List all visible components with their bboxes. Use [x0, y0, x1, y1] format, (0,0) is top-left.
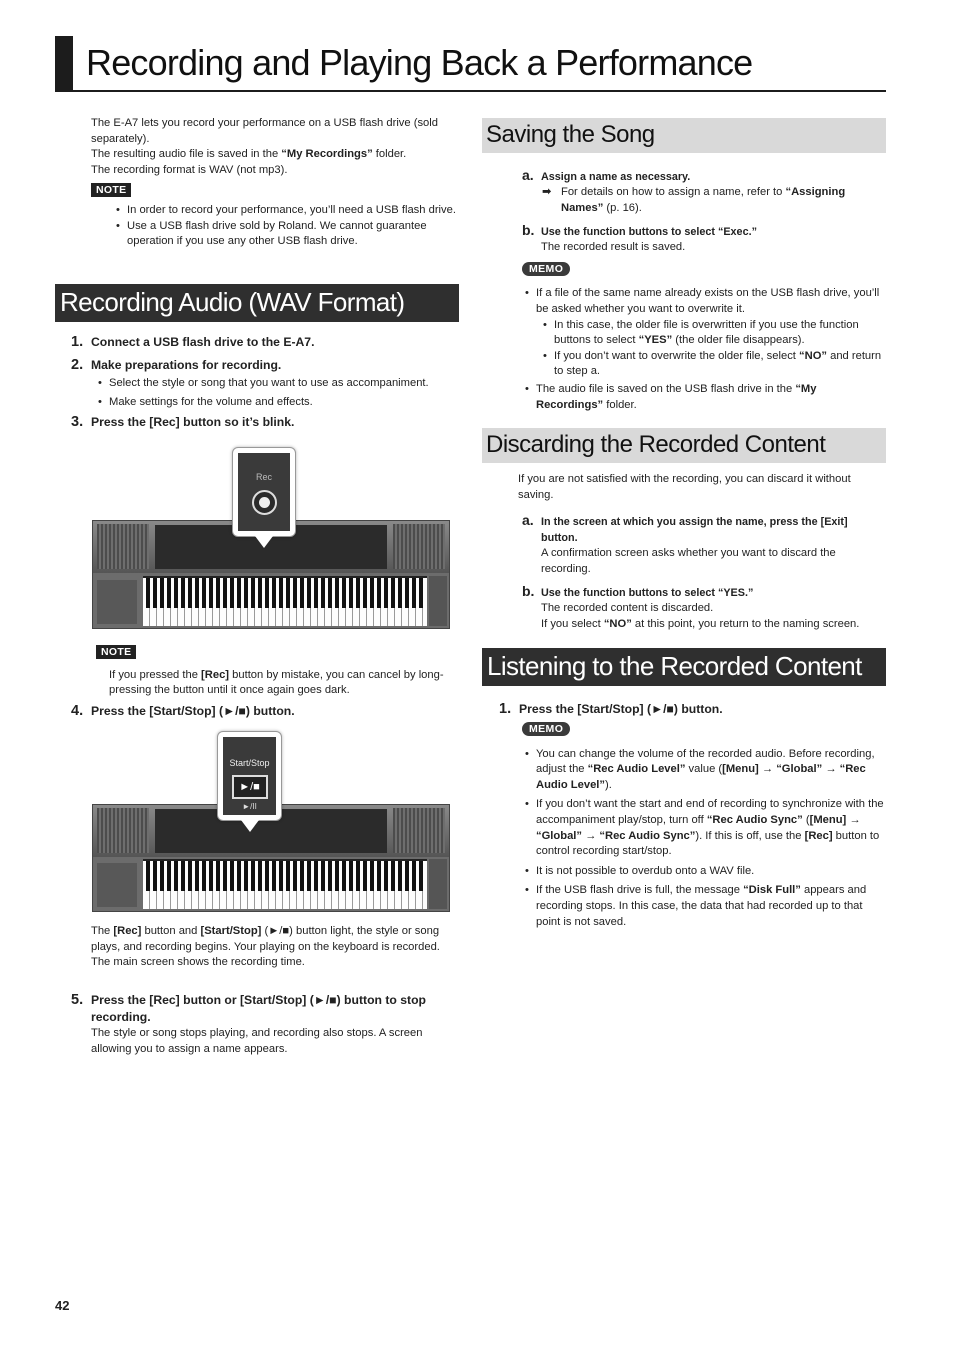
intro-notes [116, 203, 459, 250]
memo-badge: MEMO [522, 722, 570, 736]
play-pause-sub-label: ►/II [242, 801, 257, 811]
section-heading-listening: Listening to the Recorded Content [482, 648, 886, 686]
note-badge: NOTE [91, 183, 131, 197]
saving-reference: ➡ For details on how to assign a name, refer to “Assigning Names” (p. 16). [542, 186, 846, 214]
discarding-intro: If you are not satisfied with the recording, you can discard it without saving. [518, 473, 851, 501]
listening-section [499, 701, 886, 930]
callout-pointer [255, 536, 273, 548]
after-step-5-text: The style or song stops playing, and recording also stops. A screen allowing you to assign a name appears. [91, 1027, 423, 1055]
title-underline [55, 90, 886, 92]
note-badge: NOTE [96, 645, 136, 659]
recording-note [96, 645, 456, 699]
intro-line-3: The recording format is WAV (not mp3). [91, 163, 288, 176]
step-3: 3. Press the [Rec] button so it’s blink. [71, 414, 295, 431]
list-item: • You can change the volume of the recorded audio. Before recording, adjust the “Rec Audio Level” value ([Menu] → “Global” → “Rec Audio Level”). [525, 747, 886, 794]
list-item: • It is not possible to overdub onto a WAV file. [525, 864, 886, 880]
step-5-block [71, 992, 456, 1057]
page-title: Recording and Playing Back a Performance [86, 42, 753, 83]
discarding-result-b2: If you select “NO” at this point, you return to the naming screen. [541, 617, 860, 630]
list-item: • If the USB flash drive is full, the message “Disk Full” appears and recording stops. In this case, the data that had recorded up to that point is not saved. [525, 883, 886, 930]
start-stop-button-icon: ►/■ [232, 775, 268, 799]
intro-section [91, 116, 459, 250]
arrow-icon: → [585, 829, 597, 842]
arrow-icon: → [849, 814, 861, 827]
saving-memo-list [525, 286, 886, 413]
start-stop-callout [217, 731, 282, 821]
section-heading-discarding: Discarding the Recorded Content [482, 428, 886, 463]
start-stop-label: Start/Stop [229, 758, 270, 768]
after-step-4 [91, 924, 453, 971]
callout-pointer [241, 820, 259, 832]
list-item: • If a file of the same name already exists on the USB flash drive, you’ll be asked whether you want to overwrite it. • In this case, the older file is overwritten if you use the function buttons to select “YES” (the older file disappears). • If you don’t want to overwrite the older file, select “NO” and return to step a. [525, 286, 886, 380]
intro-line-2: The resulting audio file is saved in the “My Recordings” folder. [91, 148, 407, 161]
list-item: • If you don’t want to overwrite the older file, select “NO” and return to step a. [543, 349, 886, 380]
discarding-step-a: a. In the screen at which you assign the name, press the [Exit] button. [522, 512, 848, 545]
saving-result: The recorded result is saved. [541, 241, 686, 254]
step-2-bullets [98, 376, 461, 410]
list-item: • In order to record your performance, you’ll need a USB flash drive. [116, 203, 459, 219]
intro-line-1: The E-A7 lets you record your performance on a USB flash drive (sold separately). [91, 117, 438, 145]
title-bar-accent [55, 36, 73, 91]
section-heading-recording: Recording Audio (WAV Format) [55, 284, 459, 322]
saving-step-b: b. Use the function buttons to select “Exec.” [522, 222, 757, 239]
section-heading-saving: Saving the Song [482, 118, 886, 153]
rec-note-text: If you pressed the [Rec] button by mistake, you can cancel by long-pressing the button until it once again goes dark. [109, 668, 444, 697]
rec-button-callout [232, 447, 296, 537]
step-1: 1. Connect a USB flash drive to the E-A7. [71, 334, 315, 350]
page-number: 42 [55, 1298, 70, 1313]
arrow-icon: → [825, 763, 837, 776]
discarding-step-b: b. Use the function buttons to select “YES.” [522, 583, 754, 600]
list-item: • The audio file is saved on the USB flash drive in the “My Recordings” folder. [525, 382, 886, 413]
list-item: • If you don’t want the start and end of recording to synchronize with the accompaniment play/stop, turn off “Rec Audio Sync” ([Menu] → “Global” → “Rec Audio Sync”). If this is off, use the [Rec] button to control recording start/stop. [525, 797, 886, 859]
saving-section [522, 167, 886, 413]
discarding-result-a: A confirmation screen asks whether you want to discard the recording. [541, 547, 836, 575]
list-item: • Select the style or song that you want to use as accompaniment. [98, 376, 461, 392]
saving-step-a: a. Assign a name as necessary. [522, 167, 691, 183]
step-5: 5. Press the [Rec] button or [Start/Stop] (►/■) button to stop recording. [71, 992, 426, 1024]
step-4: 4. Press the [Start/Stop] (►/■) button. [71, 703, 295, 719]
listening-memo-list [525, 747, 886, 931]
arrow-icon: → [761, 763, 774, 776]
list-item: • In this case, the older file is overwritten if you use the function buttons to select “YES” (the older file disappears). [543, 318, 886, 349]
step-2: 2. Make preparations for recording. [71, 357, 282, 373]
rec-button-icon [252, 490, 277, 515]
rec-label: Rec [255, 472, 272, 482]
memo-badge: MEMO [522, 262, 570, 276]
listening-step-1: 1. Press the [Start/Stop] (►/■) button. [499, 701, 723, 717]
arrow-right-icon: ➡ [542, 186, 552, 198]
after-step-4-text: The [Rec] button and [Start/Stop] (►/■) button light, the style or song plays, and recording begins. Your playing on the keyboard is recorded. [91, 925, 440, 953]
recording-steps-1-3 [71, 334, 461, 431]
discarding-section [518, 472, 886, 633]
list-item: • Make settings for the volume and effects. [98, 395, 461, 411]
after-step-4-line-2: The main screen shows the recording time. [91, 956, 305, 969]
list-item: • Use a USB flash drive sold by Roland. We cannot guarantee operation if you use any other USB flash drive. [116, 219, 459, 250]
discarding-result-b1: The recorded content is discarded. [541, 602, 714, 615]
